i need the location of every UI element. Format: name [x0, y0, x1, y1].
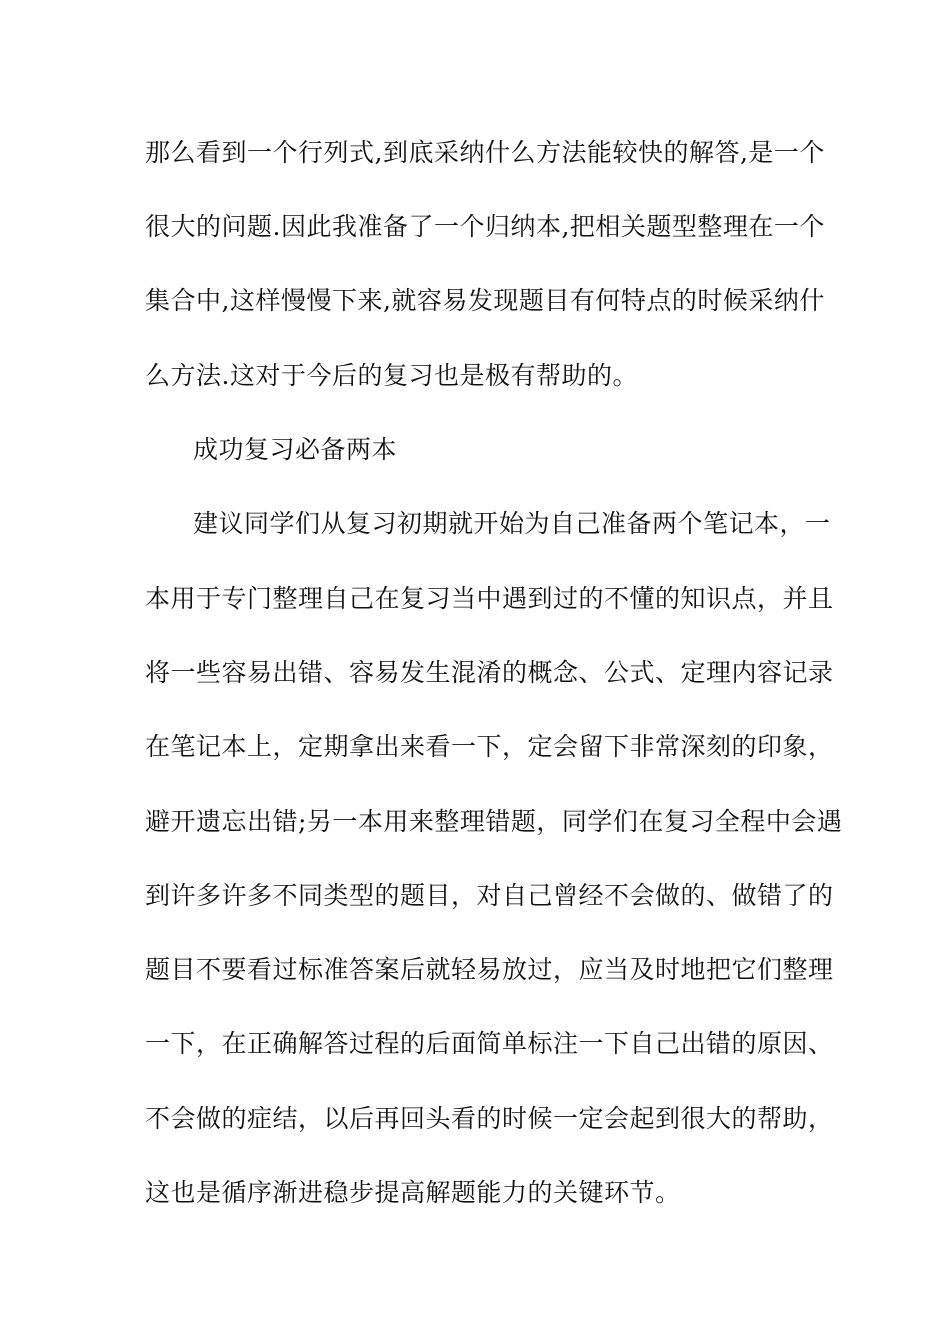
text-line: 到许多许多不同类型的题目，对自己曾经不会做的、做错了的	[145, 881, 834, 910]
text-line: 这也是循序渐进稳步提高解题能力的关键环节。	[145, 1178, 681, 1207]
text-line: 建议同学们从复习初期就开始为自己准备两个笔记本，一	[193, 509, 831, 538]
section-heading: 成功复习必备两本	[193, 435, 398, 464]
text-line: 避开遗忘出错;另一本用来整理错题，同学们在复习全程中会遇	[145, 807, 843, 836]
text-line: 那么看到一个行列式,到底采纳什么方法能较快的解答,是一个	[145, 138, 825, 167]
text-line: 将一些容易出错、容易发生混淆的概念、公式、定理内容记录	[145, 658, 834, 687]
text-line: 集合中,这样慢慢下来,就容易发现题目有何特点的时候采纳什	[145, 286, 825, 315]
text-line: 题目不要看过标准答案后就轻易放过，应当及时地把它们整理	[145, 955, 834, 984]
text-line: 不会做的症结，以后再回头看的时候一定会起到很大的帮助，	[145, 1104, 834, 1133]
text-line: 很大的问题.因此我准备了一个归纳本,把相关题型整理在一个	[145, 212, 825, 241]
text-line: 么方法.这对于今后的复习也是极有帮助的。	[145, 361, 638, 390]
text-line: 一下，在正确解答过程的后面简单标注一下自己出错的原因、	[145, 1029, 834, 1058]
text-line: 在笔记本上，定期拿出来看一下，定会留下非常深刻的印象，	[145, 732, 834, 761]
text-line: 本用于专门整理自己在复习当中遇到过的不懂的知识点，并且	[145, 584, 834, 613]
